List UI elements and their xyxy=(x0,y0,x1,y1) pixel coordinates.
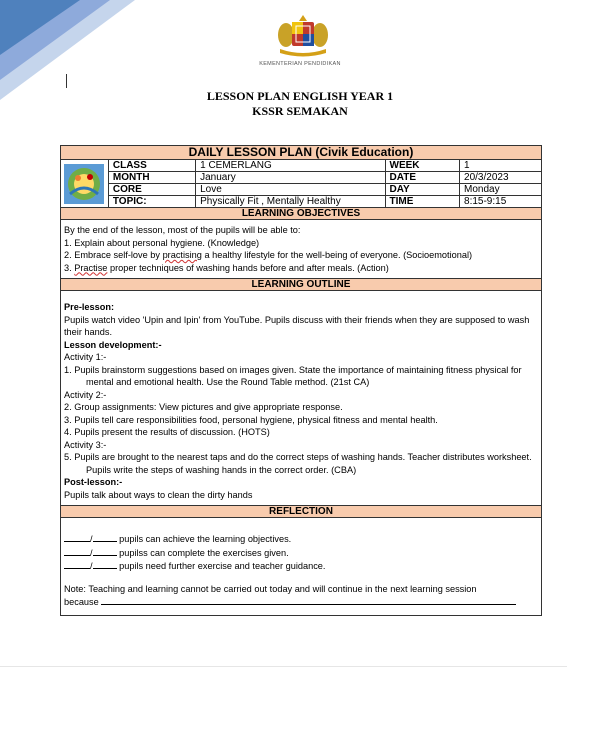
daily-lesson-plan-heading: DAILY LESSON PLAN (Civik Education) xyxy=(61,146,542,160)
activity-2-label: Activity 2:- xyxy=(64,389,107,400)
outline-step-5: 5. Pupils are brought to the nearest taps and do the correct steps of washing hands. Teacher distributes worksheet. Pupils write the steps of washing hands in the correct order. (CBA) xyxy=(64,452,532,475)
outline-step-1: 1. Pupils brainstorm suggestions based on images given. State the importance of maintaining fitness physical for mental and emotional health. Use the Round Table method. (21st CA) xyxy=(64,364,522,387)
post-lesson-text: Pupils talk about ways to clean the dirty hands xyxy=(64,489,253,500)
school-logo-icon xyxy=(64,164,104,204)
reflection-because-line: because xyxy=(64,595,538,609)
pre-lesson-text: Pupils watch video 'Upin and Ipin' from YouTube. Pupils discuss with their friends when they are supposed to wash their hands. xyxy=(64,314,530,337)
logo-cell xyxy=(61,160,109,208)
reflection-line-2: / pupilss can complete the exercises given. xyxy=(64,546,538,560)
outline-step-2: 2. Group assignments: View pictures and give appropriate response. xyxy=(64,402,343,412)
day-value: Monday xyxy=(460,184,542,196)
time-value: 8:15-9:15 xyxy=(460,196,542,208)
reflection-heading: REFLECTION xyxy=(61,506,542,518)
learning-objectives-content xyxy=(61,220,542,279)
day-label: DAY xyxy=(385,184,459,196)
time-label: TIME xyxy=(385,196,459,208)
month-label: MONTH xyxy=(108,172,195,184)
page-bottom-edge xyxy=(0,666,567,667)
core-label: CORE xyxy=(108,184,195,196)
topic-value: Physically Fit , Mentally Healthy xyxy=(196,196,385,208)
reflection-content xyxy=(61,518,542,616)
objective-item-1: 1. Explain about personal hygiene. (Knowledge) xyxy=(64,237,260,248)
ministry-name: KEMENTERIAN PENDIDIKAN xyxy=(259,61,341,67)
page-subtitle: KSSR SEMAKAN xyxy=(252,104,348,118)
activity-3-label: Activity 3:- xyxy=(64,439,107,450)
lesson-plan-table xyxy=(60,145,542,616)
reflection-line-3: / pupils need further exercise and teacher guidance. xyxy=(64,559,538,573)
lesson-development-label: Lesson development:- xyxy=(64,339,162,350)
pre-lesson-label: Pre-lesson: xyxy=(64,302,115,312)
government-crest-logo xyxy=(272,13,334,57)
week-value: 1 xyxy=(460,160,542,172)
objective-item-3: 3. Practise proper techniques of washing hands before and after meals. (Action) xyxy=(64,262,389,273)
learning-outline-content xyxy=(61,291,542,506)
core-value: Love xyxy=(196,184,385,196)
date-value: 20/3/2023 xyxy=(460,172,542,184)
text-cursor xyxy=(66,74,67,88)
reflection-line-1: / pupils can achieve the learning objectives. xyxy=(64,532,538,546)
reflection-note: Note: Teaching and learning cannot be carried out today and will continue in the next learning session xyxy=(64,583,477,594)
outline-step-3: 3. Pupils tell care responsibilities food, personal hygiene, physical fitness and mental health. xyxy=(64,414,438,425)
class-value: 1 CEMERLANG xyxy=(196,160,385,172)
date-label: DATE xyxy=(385,172,459,184)
month-value: January xyxy=(196,172,385,184)
week-label: WEEK xyxy=(385,160,459,172)
objectives-intro: By the end of the lesson, most of the pupils will be able to: xyxy=(64,225,301,235)
topic-label: TOPIC: xyxy=(108,196,195,208)
outline-step-4: 4. Pupils present the results of discussion. (HOTS) xyxy=(64,427,270,437)
page-title: LESSON PLAN ENGLISH YEAR 1 xyxy=(206,89,394,103)
activity-1-label: Activity 1:- xyxy=(64,352,107,362)
objective-item-2: 2. Embrace self-love by practising a healthy lifestyle for the well-being of everyone. (Socioemotional) xyxy=(64,250,473,260)
post-lesson-label: Post-lesson:- xyxy=(64,477,123,487)
class-label: CLASS xyxy=(108,160,195,172)
learning-objectives-heading: LEARNING OBJECTIVES xyxy=(61,208,542,220)
learning-outline-heading: LEARNING OUTLINE xyxy=(61,279,542,291)
